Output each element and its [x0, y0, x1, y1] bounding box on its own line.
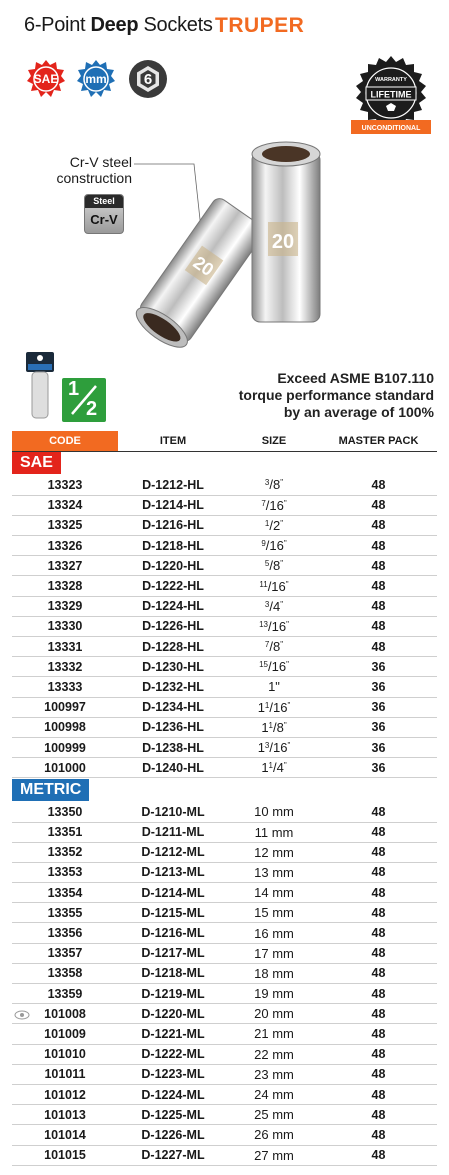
cell-size: $^1$/2"	[228, 515, 320, 535]
cell-size: 17 mm	[228, 943, 320, 963]
cell-item: D-1213-ML	[118, 862, 228, 882]
cell-code: 100997	[12, 697, 118, 717]
cell-item: D-1212-ML	[118, 842, 228, 862]
performance-note	[230, 370, 434, 421]
deep-sockets-image	[132, 140, 332, 350]
cell-code: 13325	[12, 515, 118, 535]
cell-size: 11 mm	[228, 822, 320, 842]
cell-size: 25 mm	[228, 1105, 320, 1125]
eye-icon[interactable]	[14, 1010, 30, 1020]
cell-item: D-1214-ML	[118, 883, 228, 903]
cell-code: 101010	[12, 1044, 118, 1064]
cell-item: D-1227-ML	[118, 1145, 228, 1165]
section-row	[12, 451, 437, 475]
cell-pack: 48	[320, 616, 437, 636]
cell-pack: 36	[320, 717, 437, 737]
cell-size: $^3$/8"	[228, 475, 320, 495]
crv-badge-top: Steel	[85, 195, 123, 208]
cell-code: 13355	[12, 903, 118, 923]
table-row	[12, 802, 437, 822]
cell-pack: 48	[320, 495, 437, 515]
cell-size: $1^1/8^"$	[228, 717, 320, 737]
brand-logo: TRUPER	[215, 14, 305, 37]
cell-size: 19 mm	[228, 984, 320, 1004]
cell-item: D-1221-ML	[118, 1024, 228, 1044]
cell-code: 13328	[12, 576, 118, 596]
front-socket-marking: 20	[271, 231, 295, 253]
cell-code: 13354	[12, 883, 118, 903]
table-row	[12, 596, 437, 616]
mm-badge-icon	[76, 59, 116, 99]
table-row	[12, 697, 437, 717]
cell-size: 1"	[228, 677, 320, 697]
table-row	[12, 923, 437, 943]
cell-size: 24 mm	[228, 1084, 320, 1104]
cell-code: 101013	[12, 1105, 118, 1125]
crv-badge-bottom: Cr-V	[90, 212, 118, 227]
cell-pack: 48	[320, 984, 437, 1004]
cell-code: 100998	[12, 717, 118, 737]
table-row	[12, 576, 437, 596]
cell-pack: 48	[320, 963, 437, 983]
cell-size: 13 mm	[228, 862, 320, 882]
cell-code: 101012	[12, 1084, 118, 1104]
cell-size: 18 mm	[228, 963, 320, 983]
cell-code: 101009	[12, 1024, 118, 1044]
cell-item: D-1215-ML	[118, 903, 228, 923]
cell-pack: 48	[320, 556, 437, 576]
header-code: CODE	[12, 431, 118, 451]
table-row	[12, 842, 437, 862]
cell-item: D-1214-HL	[118, 495, 228, 515]
table-row	[12, 822, 437, 842]
material-line1: Cr-V steel	[69, 154, 132, 170]
cell-pack: 48	[320, 802, 437, 822]
cell-item: D-1228-HL	[118, 637, 228, 657]
header-size: SIZE	[228, 431, 320, 451]
cell-size: 26 mm	[228, 1125, 320, 1145]
sae-badge-icon	[26, 59, 66, 99]
header-pack: MASTER PACK	[320, 431, 437, 451]
cell-pack: 36	[320, 737, 437, 757]
cell-pack: 48	[320, 822, 437, 842]
table-row	[12, 1125, 437, 1145]
cell-pack: 48	[320, 862, 437, 882]
table-row	[12, 1145, 437, 1165]
performance-line2: torque performance standard	[238, 387, 434, 403]
cell-pack: 48	[320, 596, 437, 616]
cell-pack: 48	[320, 842, 437, 862]
cell-pack: 48	[320, 515, 437, 535]
cell-pack: 48	[320, 637, 437, 657]
page-title	[24, 14, 213, 37]
cell-pack: 48	[320, 1064, 437, 1084]
cell-item: D-1234-HL	[118, 697, 228, 717]
cell-code: 13324	[12, 495, 118, 515]
title-prefix: 6-Point	[24, 14, 91, 36]
cell-size: 23 mm	[228, 1064, 320, 1084]
cell-item: D-1222-HL	[118, 576, 228, 596]
cell-code: 101000	[12, 758, 118, 778]
cell-item: D-1226-ML	[118, 1125, 228, 1145]
cell-code: 13357	[12, 943, 118, 963]
cell-item: D-1216-ML	[118, 923, 228, 943]
cell-item: D-1218-HL	[118, 536, 228, 556]
cell-size: 12 mm	[228, 842, 320, 862]
cell-size: 21 mm	[228, 1024, 320, 1044]
cell-item: D-1240-HL	[118, 758, 228, 778]
table-row	[12, 963, 437, 983]
drive-numerator: 1	[68, 378, 80, 400]
table-row	[12, 717, 437, 737]
cell-size: $^7$/8"	[228, 637, 320, 657]
hex-badge-icon	[128, 59, 168, 99]
cell-size: $^{11}$/16"	[228, 576, 320, 596]
cell-size: $^9$/16"	[228, 536, 320, 556]
cell-pack: 48	[320, 923, 437, 943]
cell-pack: 36	[320, 697, 437, 717]
cell-code: 13359	[12, 984, 118, 1004]
title-bold: Deep	[90, 14, 139, 36]
cell-pack: 36	[320, 758, 437, 778]
cell-item: D-1224-HL	[118, 596, 228, 616]
cell-item: D-1224-ML	[118, 1084, 228, 1104]
cell-item: D-1236-HL	[118, 717, 228, 737]
cell-code: 13330	[12, 616, 118, 636]
performance-line1: Exceed ASME B107.110	[277, 370, 434, 386]
cell-code: 13351	[12, 822, 118, 842]
section-label: METRIC	[12, 779, 89, 801]
cell-code: 13327	[12, 556, 118, 576]
cell-item: D-1220-ML	[118, 1004, 228, 1024]
cell-code: 13353	[12, 862, 118, 882]
header-item: ITEM	[118, 431, 228, 451]
cell-pack: 48	[320, 576, 437, 596]
cell-code: 101015	[12, 1145, 118, 1165]
table-row	[12, 657, 437, 677]
cell-item: D-1219-ML	[118, 984, 228, 1004]
package-thumbnail	[24, 352, 56, 420]
cell-pack: 48	[320, 1125, 437, 1145]
cell-item: D-1210-ML	[118, 802, 228, 822]
crv-steel-badge	[84, 194, 124, 234]
table-row	[12, 903, 437, 923]
cell-code: 13329	[12, 596, 118, 616]
table-row	[12, 1004, 437, 1024]
cell-size: $^{15}$/16"	[228, 657, 320, 677]
table-row	[12, 637, 437, 657]
cell-pack: 48	[320, 903, 437, 923]
cell-code: 101014	[12, 1125, 118, 1145]
cell-size: 27 mm	[228, 1145, 320, 1165]
performance-line3: by an average of 100%	[283, 404, 434, 420]
cell-item: D-1238-HL	[118, 737, 228, 757]
cell-code: 13332	[12, 657, 118, 677]
table-row	[12, 475, 437, 495]
table-row	[12, 1024, 437, 1044]
cell-size: $1^3/16^"$	[228, 737, 320, 757]
table-row	[12, 1105, 437, 1125]
cell-code: 13331	[12, 637, 118, 657]
cell-item: D-1211-ML	[118, 822, 228, 842]
cell-item: D-1218-ML	[118, 963, 228, 983]
material-label	[46, 154, 132, 186]
cell-code: 13323	[12, 475, 118, 495]
section-label: SAE	[12, 452, 61, 474]
cell-code: 101011	[12, 1064, 118, 1084]
cell-size: $1^1/4^"$	[228, 758, 320, 778]
warranty-bottom: UNCONDITIONAL	[361, 125, 421, 132]
table-row	[12, 984, 437, 1004]
cell-size: 15 mm	[228, 903, 320, 923]
cell-code: 13358	[12, 963, 118, 983]
table-row	[12, 883, 437, 903]
cell-size: 22 mm	[228, 1044, 320, 1064]
warranty-middle: LIFETIME	[370, 89, 412, 100]
cell-item: D-1225-ML	[118, 1105, 228, 1125]
cell-size: 10 mm	[228, 802, 320, 822]
table-row	[12, 943, 437, 963]
drive-denominator: 2	[86, 398, 98, 420]
cell-pack: 48	[320, 1044, 437, 1064]
table-row	[12, 1064, 437, 1084]
title-suffix: Sockets	[138, 14, 213, 36]
cell-item: D-1220-HL	[118, 556, 228, 576]
cell-code: 101008	[12, 1004, 118, 1024]
cell-item: D-1230-HL	[118, 657, 228, 677]
table-row	[12, 536, 437, 556]
table-row	[12, 616, 437, 636]
cell-size: $^7$/16"	[228, 495, 320, 515]
cell-item: D-1217-ML	[118, 943, 228, 963]
cell-pack: 36	[320, 657, 437, 677]
cell-size: 16 mm	[228, 923, 320, 943]
cell-size: 20 mm	[228, 1004, 320, 1024]
cell-pack: 48	[320, 943, 437, 963]
cell-pack: 48	[320, 883, 437, 903]
cell-code: 13350	[12, 802, 118, 822]
cell-code: 100999	[12, 737, 118, 757]
section-row	[12, 778, 437, 802]
badge-label-mm: mm	[85, 72, 107, 86]
half-inch-drive-icon	[62, 378, 106, 422]
warranty-top: WARRANTY	[375, 77, 407, 83]
cell-size: $^3$/4"	[228, 596, 320, 616]
table-row	[12, 862, 437, 882]
cell-pack: 48	[320, 1004, 437, 1024]
cell-item: D-1232-HL	[118, 677, 228, 697]
cell-pack: 48	[320, 475, 437, 495]
cell-pack: 48	[320, 1024, 437, 1044]
table-row	[12, 737, 437, 757]
cell-code: 13326	[12, 536, 118, 556]
cell-item: D-1226-HL	[118, 616, 228, 636]
cell-code: 13352	[12, 842, 118, 862]
badge-label-6: 6	[143, 70, 153, 88]
table-row	[12, 515, 437, 535]
cell-pack: 48	[320, 1084, 437, 1104]
badge-label-sae: SAE	[33, 72, 59, 86]
cell-size: $1^1/16^"$	[228, 697, 320, 717]
cell-pack: 48	[320, 536, 437, 556]
cell-pack: 36	[320, 677, 437, 697]
cell-size: $^{13}$/16"	[228, 616, 320, 636]
cell-pack: 48	[320, 1105, 437, 1125]
sockets-table	[12, 431, 437, 1166]
cell-code: 13333	[12, 677, 118, 697]
material-line2: construction	[56, 170, 132, 186]
table-row	[12, 677, 437, 697]
cell-item: D-1222-ML	[118, 1044, 228, 1064]
cell-item: D-1216-HL	[118, 515, 228, 535]
cell-item: D-1212-HL	[118, 475, 228, 495]
table-row	[12, 1084, 437, 1104]
cell-item: D-1223-ML	[118, 1064, 228, 1084]
cell-size: $^5$/8"	[228, 556, 320, 576]
table-row	[12, 758, 437, 778]
table-row	[12, 495, 437, 515]
back-socket-marking: 20	[189, 252, 218, 281]
cell-code: 13356	[12, 923, 118, 943]
table-row	[12, 556, 437, 576]
cell-size: 14 mm	[228, 883, 320, 903]
lifetime-warranty-seal-icon	[348, 54, 434, 140]
cell-pack: 48	[320, 1145, 437, 1165]
table-row	[12, 1044, 437, 1064]
